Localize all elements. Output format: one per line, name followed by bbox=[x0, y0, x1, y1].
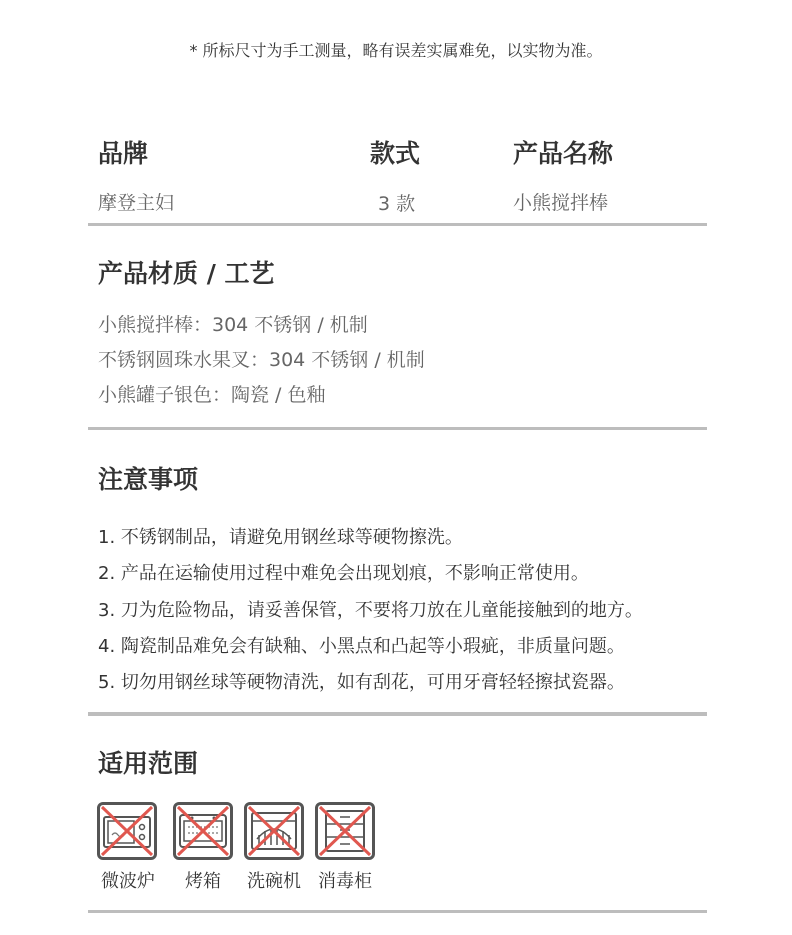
notice-item: 3. 刀为危险物品，请妥善保管，不要将刀放在儿童能接触到的地方。 bbox=[98, 600, 643, 621]
divider bbox=[88, 223, 707, 226]
notice-title: 注意事项 bbox=[98, 465, 199, 494]
notice-item: 1. 不锈钢制品，请避免用钢丝球等硬物擦洗。 bbox=[98, 527, 463, 548]
brand-label: 品牌 bbox=[98, 139, 149, 168]
divider bbox=[88, 427, 707, 430]
microwave-icon bbox=[97, 802, 157, 860]
material-line: 不锈钢圆珠水果叉：304 不锈钢 / 机制 bbox=[98, 349, 425, 371]
usage-title: 适用范围 bbox=[98, 749, 199, 778]
usage-label-dishwasher: 洗碗机 bbox=[247, 871, 301, 892]
product-name-value: 小熊搅拌棒 bbox=[513, 192, 609, 214]
product-name-label: 产品名称 bbox=[513, 139, 614, 168]
material-title: 产品材质 / 工艺 bbox=[98, 259, 275, 288]
notice-item: 5. 切勿用钢丝球等硬物清洗，如有刮花，可用牙膏轻轻擦拭瓷器。 bbox=[98, 672, 625, 693]
measurement-note: * 所标尺寸为手工测量，略有误差实属难免，以实物为准。 bbox=[189, 41, 603, 60]
brand-value: 摩登主妇 bbox=[98, 192, 175, 214]
dishwasher-icon bbox=[244, 802, 304, 860]
material-line: 小熊罐子银色：陶瓷 / 色釉 bbox=[98, 384, 326, 406]
usage-label-sterilizer-cabinet: 消毒柜 bbox=[318, 871, 372, 892]
usage-label-oven: 烤箱 bbox=[185, 871, 221, 892]
divider bbox=[88, 910, 707, 913]
notice-item: 4. 陶瓷制品难免会有缺釉、小黑点和凸起等小瑕疵，非质量问题。 bbox=[98, 636, 625, 657]
material-line: 小熊搅拌棒：304 不锈钢 / 机制 bbox=[98, 314, 368, 336]
oven-icon bbox=[173, 802, 233, 860]
style-label: 款式 bbox=[370, 139, 421, 168]
sterilizer-cabinet-icon bbox=[315, 802, 375, 860]
notice-item: 2. 产品在运输使用过程中难免会出现划痕，不影响正常使用。 bbox=[98, 563, 589, 584]
divider bbox=[88, 712, 707, 716]
usage-label-microwave: 微波炉 bbox=[101, 871, 155, 892]
style-value: 3 款 bbox=[378, 193, 416, 215]
